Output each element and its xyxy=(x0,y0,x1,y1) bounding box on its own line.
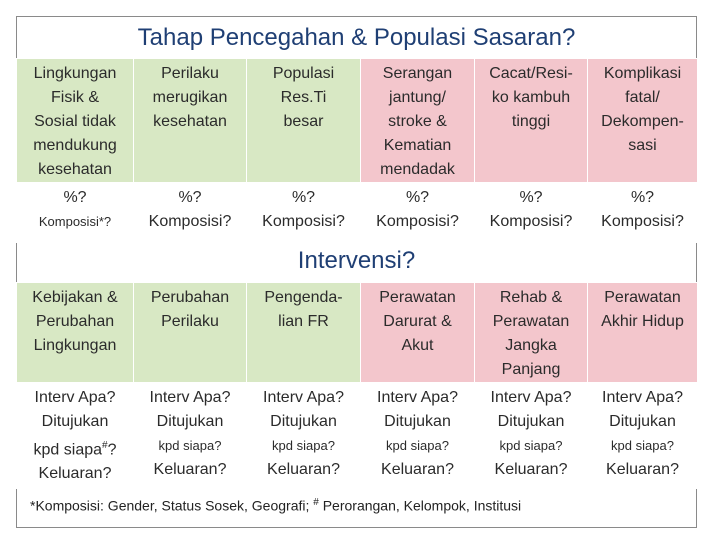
stage-cell xyxy=(247,59,361,183)
cell-text-line: Jangka xyxy=(505,337,557,354)
stage-cell xyxy=(134,59,247,183)
interv-q-line1: Interv Apa? xyxy=(490,389,572,406)
footnote-part2: Perorangan, Kelompok, Institusi xyxy=(318,497,522,514)
cell-text-line: Cacat/Resi- xyxy=(489,65,573,82)
cell-text-line: Panjang xyxy=(501,361,561,378)
intervention-cell xyxy=(361,283,475,383)
interv-q-line2: Ditujukan xyxy=(609,413,676,430)
interv-q-line3-text: kpd siapa xyxy=(33,441,103,459)
stage-cell xyxy=(588,59,698,183)
interv-q-line1: Interv Apa? xyxy=(602,389,683,406)
interv-q-line4: Keluaran? xyxy=(606,461,679,478)
cell-text-line: Perilaku xyxy=(161,313,219,330)
interv-q-line2: Ditujukan xyxy=(384,413,451,430)
interv-question-cell xyxy=(134,383,247,489)
footnote xyxy=(30,497,521,514)
hash-sup: # xyxy=(102,440,108,451)
interv-question-cell xyxy=(247,383,361,489)
interv-q-line3: kpd siapa? xyxy=(158,438,222,453)
interv-q-line4: Keluaran? xyxy=(153,461,227,478)
intervention-cell xyxy=(17,283,134,383)
interv-q-line4: Keluaran? xyxy=(494,461,568,478)
percent-label: %? xyxy=(405,189,430,206)
composition-label: Komposisi? xyxy=(376,213,459,230)
cell-text-line: Dekompen- xyxy=(601,113,684,130)
percent-label: %? xyxy=(630,189,655,206)
interv-q-line3: kpd siapa? xyxy=(386,438,449,453)
composition-label: Komposisi? xyxy=(262,213,345,230)
cell-text-line: Darurat & xyxy=(383,313,452,330)
interv-question-cell xyxy=(475,383,588,489)
composition-cell xyxy=(588,183,698,243)
cell-text-line: Kebijakan & xyxy=(32,289,118,306)
page-title: Tahap Pencegahan & Populasi Sasaran? xyxy=(137,24,576,51)
cell-text-line: Akut xyxy=(401,337,434,354)
cell-text-line: Kematian xyxy=(383,137,452,154)
cell-text-line: ko kambuh xyxy=(491,89,571,106)
cell-text-line: mendukung xyxy=(33,137,117,154)
stage-row xyxy=(17,59,698,183)
cell-text-line: sasi xyxy=(628,137,657,154)
interv-question-cell xyxy=(17,383,134,489)
composition-label: Komposisi*? xyxy=(38,214,112,229)
footnote-hash: # xyxy=(313,497,319,508)
composition-cell xyxy=(361,183,475,243)
interv-question-cell xyxy=(361,383,475,489)
cell-text-line: lian FR xyxy=(278,313,329,330)
intervention-cell xyxy=(247,283,361,383)
interv-q-line4: Keluaran? xyxy=(38,465,112,483)
cell-text-line: Serangan xyxy=(382,65,453,82)
cell-text-line: Perubahan xyxy=(150,289,230,306)
cell-text-line: Populasi xyxy=(272,65,335,82)
interv-q-line2: Ditujukan xyxy=(41,413,109,430)
cell-text-line: mendadak xyxy=(380,161,455,178)
stage-cell xyxy=(475,59,588,183)
intervention-cell xyxy=(134,283,247,383)
interv-q-line1: Interv Apa? xyxy=(377,389,458,406)
cell-text-line: merugikan xyxy=(152,89,228,106)
percent-label: %? xyxy=(178,189,202,206)
stage-cell xyxy=(17,59,134,183)
cell-text-line: Perubahan xyxy=(35,313,115,330)
composition-cell xyxy=(17,183,134,243)
cell-text-line: Perawatan xyxy=(379,289,456,306)
interv-q-line1: Interv Apa? xyxy=(149,389,231,406)
cell-text-line: Perawatan xyxy=(604,289,681,306)
cell-text-line: Lingkungan xyxy=(33,65,117,82)
interv-question-cell xyxy=(588,383,698,489)
composition-label: Komposisi? xyxy=(601,213,684,230)
interv-q-line4: Keluaran? xyxy=(381,461,454,478)
composition-cell xyxy=(134,183,247,243)
composition-cell xyxy=(475,183,588,243)
composition-cell xyxy=(247,183,361,243)
cell-text-line: fatal/ xyxy=(625,89,660,106)
cell-text-line: Akhir Hidup xyxy=(601,313,684,330)
cell-text-line: Pengenda- xyxy=(264,289,343,306)
interv-q-line3: kpd siapa? xyxy=(499,438,563,453)
percent-label: %? xyxy=(291,189,316,206)
cell-text-line: Komplikasi xyxy=(603,65,682,82)
interv-q-line3: kpd siapa? xyxy=(272,438,335,453)
cell-text-line: kesehatan xyxy=(38,161,112,178)
percent-label: %? xyxy=(519,189,543,206)
intervensi-title: Intervensi? xyxy=(297,247,416,274)
cell-text-line: besar xyxy=(283,113,324,130)
interv-q-line1: Interv Apa? xyxy=(34,389,116,406)
cell-text-line: Rehab & xyxy=(499,289,563,306)
cell-text-line: tinggi xyxy=(511,113,551,130)
cell-text-line: Perilaku xyxy=(161,65,219,82)
interv-q-line3 xyxy=(19,434,131,462)
percent-label: %? xyxy=(63,189,87,206)
interventions-table xyxy=(16,282,698,489)
composition-row xyxy=(17,183,698,243)
cell-text-line: Perawatan xyxy=(492,313,570,330)
cell-text-line: kesehatan xyxy=(153,113,227,130)
intervention-cell xyxy=(588,283,698,383)
interv-q-line2: Ditujukan xyxy=(156,413,224,430)
cell-text-line: stroke & xyxy=(388,113,447,130)
stages-table xyxy=(16,58,698,243)
interv-q-line3: kpd siapa? xyxy=(611,438,674,453)
interv-q-line4: Keluaran? xyxy=(267,461,340,478)
cell-text-line: jantung/ xyxy=(389,89,446,106)
interv-question-row xyxy=(17,383,698,489)
interv-q-line3-end: ? xyxy=(107,441,117,459)
interv-q-line1: Interv Apa? xyxy=(263,389,344,406)
interv-q-line2: Ditujukan xyxy=(270,413,337,430)
intervention-row xyxy=(17,283,698,383)
intervention-cell xyxy=(475,283,588,383)
composition-label: Komposisi? xyxy=(489,213,573,230)
cell-text-line: Sosial tidak xyxy=(34,113,116,130)
footnote-part1: *Komposisi: Gender, Status Sosek, Geografi; xyxy=(30,497,314,514)
cell-text-line: Res.Ti xyxy=(280,89,327,106)
interv-q-line2: Ditujukan xyxy=(497,413,565,430)
composition-label: Komposisi? xyxy=(148,213,232,230)
cell-text-line: Lingkungan xyxy=(33,337,117,354)
stage-cell xyxy=(361,59,475,183)
cell-text-line: Fisik & xyxy=(51,89,99,106)
